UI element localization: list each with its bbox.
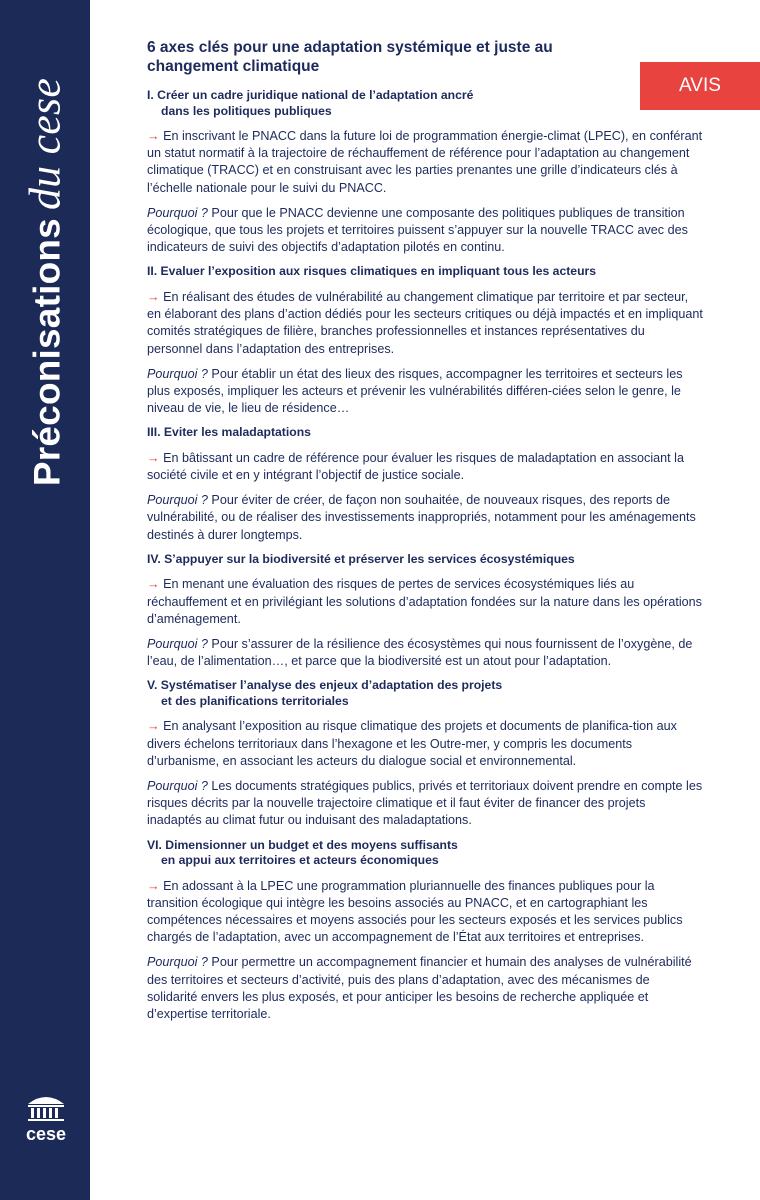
- section-action-text: En analysant l’exposition au risque climatique des projets et documents de planifica-tion aux divers échelons territoriaux dans l’hexagone et les Outre-mer, y compris les documents d’urbanisme, en associant les acteurs du dialogue social et environnemental.: [147, 719, 677, 768]
- section-title: [147, 425, 703, 441]
- recommendation-section: [147, 425, 703, 544]
- why-label: Pourquoi ?: [147, 778, 208, 793]
- section-title: [147, 264, 703, 280]
- section-title: [147, 678, 703, 709]
- page-title: 6 axes clés pour une adaptation systémique et juste au changement climatique: [147, 39, 553, 75]
- why-text: Pour établir un état des lieux des risques, accompagner les territoires et secteurs les plus exposés, impliquer les acteurs et prévenir les vulnérabilités différen-ciées selon le genre, le niveau de vie, le lieu de résidence…: [147, 366, 683, 416]
- recommendation-section: [147, 88, 703, 256]
- section-why: [147, 778, 703, 830]
- logo-text: cese: [25, 1124, 67, 1144]
- cese-logo: [18, 1092, 74, 1143]
- sidebar-title: [20, 78, 71, 486]
- section-why: [147, 366, 703, 418]
- section-title-line1: II. Evaluer l’exposition aux risques climatiques en impliquant tous les acteurs: [147, 264, 597, 279]
- sidebar-title-italic: du cese: [20, 77, 70, 211]
- recommendation-section: [147, 678, 703, 829]
- recommendation-section: [147, 838, 703, 1024]
- section-action-text: En bâtissant un cadre de référence pour évaluer les risques de maladaptation en associant la société civile et en y intégrant l’objectif de justice sociale.: [147, 450, 684, 483]
- why-label: Pourquoi ?: [147, 636, 208, 651]
- section-title: [147, 552, 703, 568]
- section-title-line2: et des planifications territoriales: [161, 693, 349, 708]
- why-text: Les documents stratégiques publics, privés et territoriaux doivent prendre en compte les risques décrits par la nouvelle trajectoire climatique et il faut éviter de financer des projets inadaptés au climat futur ou induisant des maladaptations.: [147, 778, 703, 828]
- main-content: [147, 38, 703, 1031]
- why-label: Pourquoi ?: [147, 205, 208, 220]
- section-why: [147, 636, 703, 670]
- sidebar: [0, 0, 90, 1200]
- section-action: [147, 718, 703, 770]
- section-title: [147, 838, 703, 869]
- section-title-line2: en appui aux territoires et acteurs économiques: [161, 853, 439, 868]
- arrow-right-icon: →: [147, 719, 160, 734]
- section-title-line1: V. Systématiser l’analyse des enjeux d’adaptation des projets: [147, 678, 503, 693]
- avis-badge: AVIS: [640, 62, 760, 110]
- why-text: Pour éviter de créer, de façon non souhaitée, de nouveaux risques, des reports de vulnérabilité, ou de réaliser des investissements inappropriés, notamment pour les aménagements destinés à durer longtemps.: [147, 493, 696, 542]
- arrow-right-icon: →: [147, 129, 160, 143]
- sidebar-title-bold: Préconisations: [26, 218, 68, 487]
- recommendation-section: [147, 264, 703, 417]
- section-title: [147, 88, 703, 119]
- building-columns-icon: [24, 1092, 68, 1122]
- section-action: [147, 289, 703, 358]
- section-action-text: En adossant à la LPEC une programmation pluriannuelle des finances publiques pour la transition écologique qui intègre les besoins associés au PNACC, et en cartographiant les compétences nécessaires et moyens associés pour les secteurs exposés et les services publics chargés de l’adaptation, avec un accompagnement de l’État aux territoires et entreprises.: [147, 878, 683, 945]
- why-label: Pourquoi ?: [147, 955, 208, 970]
- section-action: [147, 576, 703, 628]
- section-why: [147, 954, 703, 1023]
- why-text: Pour s’assurer de la résilience des écosystèmes qui nous fournissent de l’oxygène, de l’eau, de l’alimentation…, et parce que la biodiversité est un atout pour l’adaptation.: [147, 636, 693, 669]
- section-action-text: En inscrivant le PNACC dans la future loi de programmation énergie-climat (LPEC), en conférant un statut normatif à la trajectoire de réchauffement de référence pour l’adaptation au changement climatique (TRACC) et en construisant avec les parties prenantes une grille d’indicateurs clés à l’échelle nationale pour le suivi du PNACC.: [147, 129, 703, 195]
- arrow-right-icon: →: [147, 289, 160, 304]
- section-action-text: En menant une évaluation des risques de pertes de services écosystémiques liés au réchauffement et en privilégiant les solutions d’adaptation fondées sur la nature dans les opérations d’aménagement.: [147, 577, 702, 626]
- section-title-line1: I. Créer un cadre juridique national de l’adaptation ancré: [147, 88, 474, 102]
- arrow-right-icon: →: [147, 577, 160, 592]
- section-title-line1: IV. S’appuyer sur la biodiversité et préserver les services écosystémiques: [147, 551, 575, 566]
- why-text: Pour permettre un accompagnement financier et humain des analyses de vulnérabilité des territoires et secteurs d’activité, puis des plans d’adaptation, avec des mécanismes de solidarité envers les plus exposés, et pour anticiper les besoins de recherche appliquée et d’expertise territoriale.: [147, 955, 692, 1022]
- sections-list: [147, 88, 703, 1023]
- why-label: Pourquoi ?: [147, 366, 208, 381]
- section-action: [147, 878, 703, 947]
- section-why: [147, 205, 703, 257]
- why-text: Pour que le PNACC devienne une composante des politiques publiques de transition écologique, que tous les projets et territoires puissent s’appuyer sur la nouvelle TRACC avec des indicateurs de suivi des objectifs d’adaptation pilotés en continu.: [147, 205, 688, 255]
- arrow-right-icon: →: [147, 450, 160, 465]
- section-title-line1: VI. Dimensionner un budget et des moyens suffisants: [147, 837, 458, 852]
- why-label: Pourquoi ?: [147, 493, 208, 508]
- recommendation-section: [147, 552, 703, 671]
- section-why: [147, 492, 703, 544]
- arrow-right-icon: →: [147, 878, 160, 893]
- section-title-line2: dans les politiques publiques: [161, 103, 332, 118]
- section-title-line1: III. Eviter les maladaptations: [147, 425, 311, 440]
- section-action-text: En réalisant des études de vulnérabilité au changement climatique par territoire et par secteur, en élaborant des plans d’action dédiés pour les secteurs critiques ou déjà impactés et en impliquant comités stratégiques de filière, branches professionnelles et instances représentatives du personnel dans l’adaptation des entreprises.: [147, 289, 703, 356]
- section-action: [147, 450, 703, 484]
- section-action: [147, 128, 703, 197]
